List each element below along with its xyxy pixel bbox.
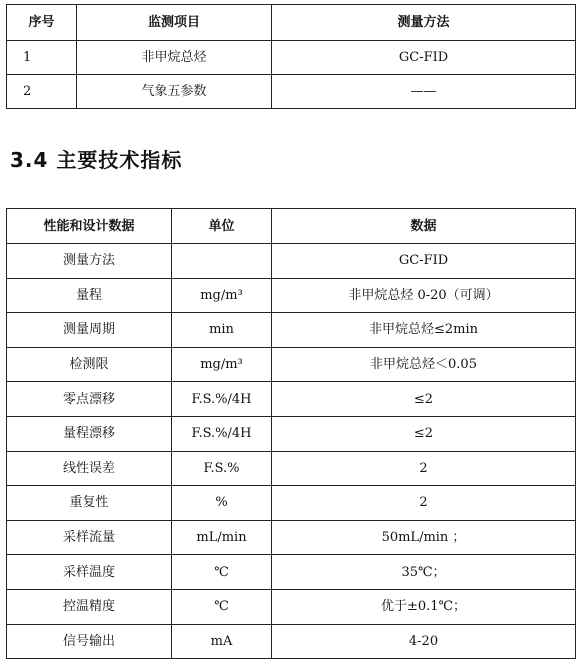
unit-cell: mA [172,624,272,659]
row-item: 非甲烷总烃 [77,41,272,75]
table-row [7,347,576,382]
table-row [7,589,576,624]
param-cell: 重复性 [7,486,172,521]
value-cell: 2 [272,486,576,521]
header-value: 数据 [272,209,576,244]
param-cell: 测量周期 [7,313,172,348]
row-index: 2 [7,75,77,109]
unit-cell: ℃ [172,555,272,590]
value-cell: 50mL/min ； [272,520,576,555]
table-row [7,624,576,659]
param-cell: 量程漂移 [7,416,172,451]
table-row [7,416,576,451]
table-row [7,313,576,348]
table-row [7,451,576,486]
value-cell: 35℃； [272,555,576,590]
table-row [7,486,576,521]
param-cell: 信号输出 [7,624,172,659]
table-header-row [7,5,576,41]
unit-cell: F.S.%/4H [172,382,272,417]
param-cell: 控温精度 [7,589,172,624]
table-row [7,555,576,590]
param-cell: 检测限 [7,347,172,382]
table-row [7,520,576,555]
row-method: —— [272,75,576,109]
header-index: 序号 [7,5,77,41]
table-header-row [7,209,576,244]
table-row [7,244,576,279]
table-row [7,41,576,75]
unit-cell: mg/m³ [172,347,272,382]
unit-cell: min [172,313,272,348]
value-cell: ≤2 [272,382,576,417]
table-row [7,382,576,417]
unit-cell: F.S.%/4H [172,416,272,451]
row-item: 气象五参数 [77,75,272,109]
param-cell: 线性误差 [7,451,172,486]
header-unit: 单位 [172,209,272,244]
param-cell: 采样流量 [7,520,172,555]
row-index: 1 [7,41,77,75]
section-title: 3.4 主要技术指标 [10,148,183,172]
header-method: 测量方法 [272,5,576,41]
monitoring-items-table [6,4,576,109]
unit-cell: F.S.% [172,451,272,486]
value-cell: 非甲烷总烃＜0.05 [272,347,576,382]
table-row [7,278,576,313]
value-cell: 非甲烷总烃≤2min [272,313,576,348]
unit-cell: mL/min [172,520,272,555]
header-parameter: 性能和设计数据 [7,209,172,244]
param-cell: 测量方法 [7,244,172,279]
value-cell: 4-20 [272,624,576,659]
value-cell: 优于±0.1℃； [272,589,576,624]
value-cell: 2 [272,451,576,486]
unit-cell [172,244,272,279]
row-method: GC-FID [272,41,576,75]
header-item: 监测项目 [77,5,272,41]
param-cell: 零点漂移 [7,382,172,417]
table-row [7,75,576,109]
param-cell: 采样温度 [7,555,172,590]
value-cell: 非甲烷总烃 0-20（可调） [272,278,576,313]
unit-cell: ℃ [172,589,272,624]
param-cell: 量程 [7,278,172,313]
specs-table [6,208,576,659]
unit-cell: mg/m³ [172,278,272,313]
value-cell: ≤2 [272,416,576,451]
unit-cell: % [172,486,272,521]
value-cell: GC-FID [272,244,576,279]
